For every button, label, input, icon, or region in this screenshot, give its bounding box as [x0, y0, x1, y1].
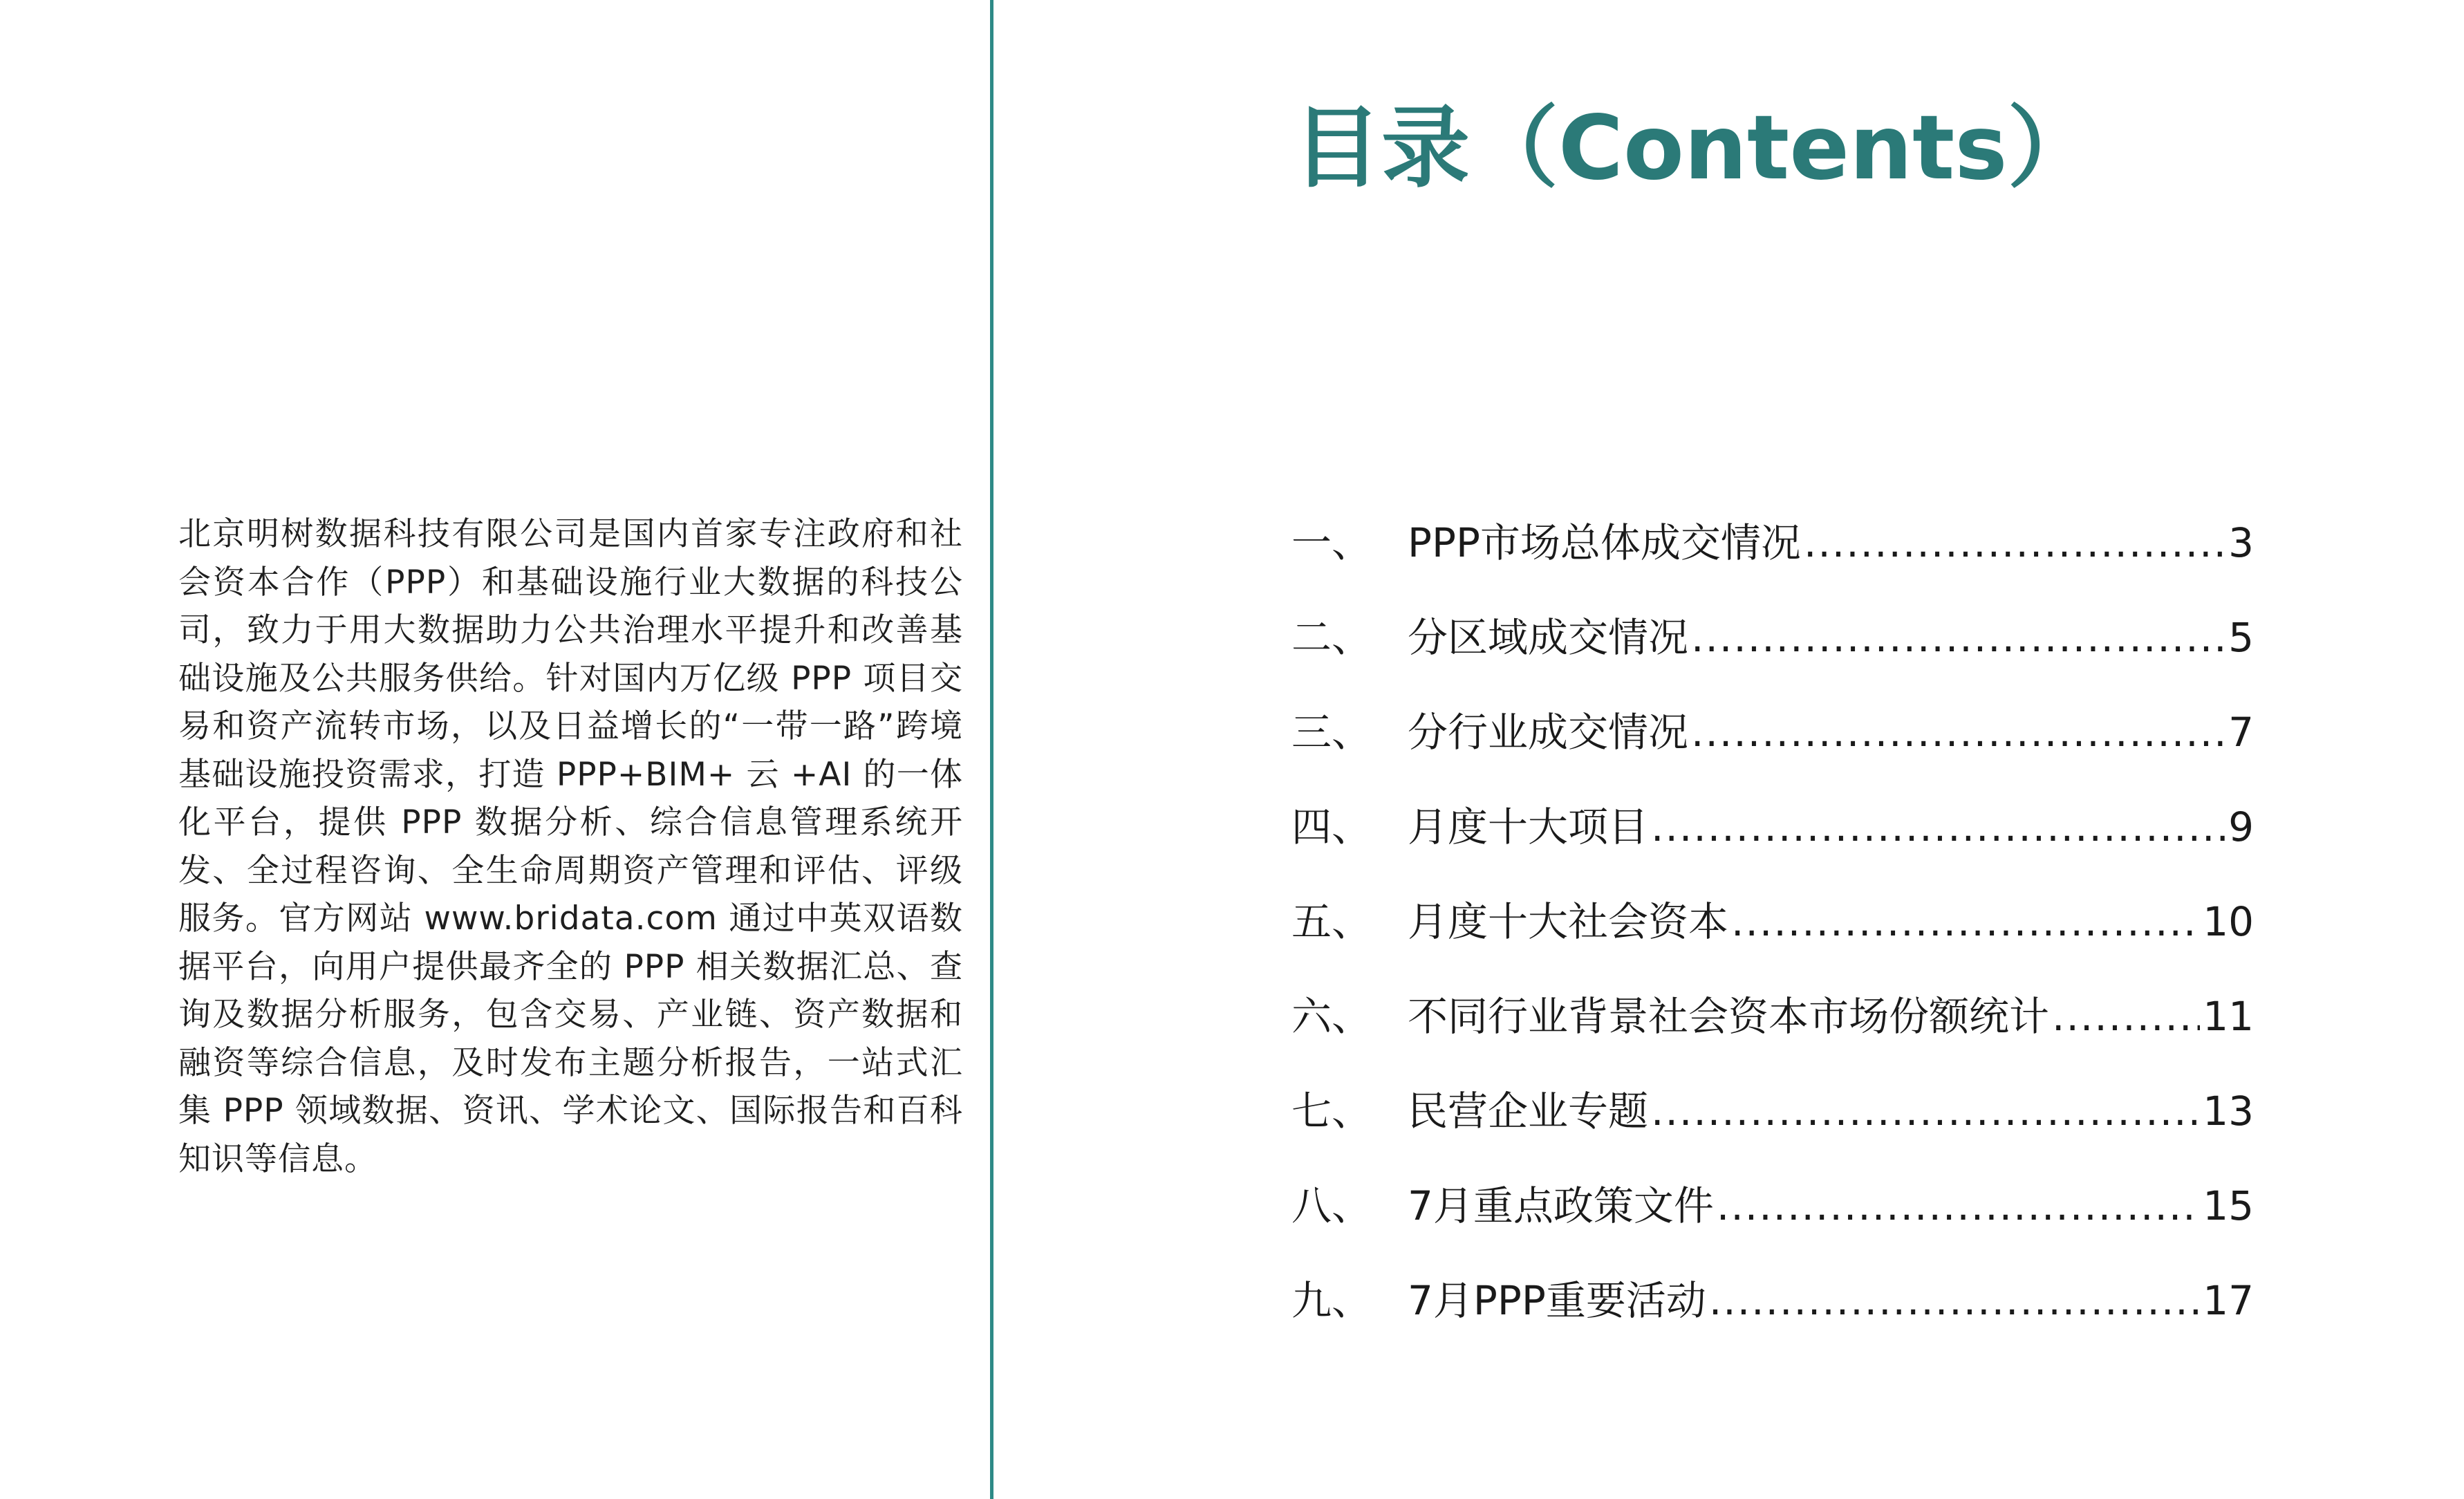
toc-item-page: 9	[2228, 803, 2254, 850]
page-divider	[990, 0, 993, 1499]
toc-list	[1291, 512, 2254, 1364]
toc-title: 目录（Contents）	[1293, 97, 2096, 200]
toc-item-number: 九、	[1291, 1277, 1372, 1324]
toc-item-number: 八、	[1291, 1182, 1372, 1229]
toc-item-title: 月度十大社会资本	[1408, 898, 1729, 945]
toc-item-number: 一、	[1291, 519, 1372, 566]
toc-dot-leader	[1651, 796, 2225, 858]
toc-item-title: PPP市场总体成交情况	[1408, 519, 1801, 566]
toc-item-9[interactable]	[1291, 1269, 2254, 1364]
toc-item-number: 七、	[1291, 1088, 1372, 1135]
toc-dot-leader	[1709, 1269, 2200, 1332]
toc-item-title: 分区域成交情况	[1408, 614, 1689, 661]
toc-item-page: 7	[2228, 709, 2254, 756]
toc-item-page: 13	[2203, 1088, 2254, 1135]
toc-dot-leader	[1717, 1175, 2200, 1237]
toc-item-number: 四、	[1291, 803, 1372, 850]
toc-dot-leader	[1691, 701, 2225, 763]
toc-item-8[interactable]	[1291, 1175, 2254, 1269]
toc-item-page: 3	[2228, 519, 2254, 566]
toc-item-title: 不同行业背景社会资本市场份额统计	[1408, 993, 2050, 1040]
company-intro-paragraph: 北京明树数据科技有限公司是国内首家专注政府和社会资本合作（PPP）和基础设施行业大数据的科技公司，致力于用大数据助力公共治理水平提升和改善基础设施及公共服务供给。针对国内万亿级 PPP 项目交易和资产流转市场，以及日益增长的“一带一路”跨境基础设施投资需求，打造 PPP+BIM+ 云 +AI 的一体化平台，提供 PPP 数据分析、综合信息管理系统开发、全过程咨询、全生命周期资产管理和评估、评级服务。官方网站 www.bridata.com 通过中英双语数据平台，向用户提供最齐全的 PPP 相关数据汇总、查询及数据分析服务，包含交易、产业链、资产数据和融资等综合信息，及时发布主题分析报告，一站式汇集 PPP 领域数据、资讯、学术论文、国际报告和百科知识等信息。	[178, 515, 963, 1178]
toc-dot-leader	[1804, 512, 2225, 574]
toc-item-page: 10	[2203, 898, 2254, 945]
toc-item-6[interactable]	[1291, 985, 2254, 1080]
toc-item-page: 5	[2228, 614, 2254, 661]
toc-item-page: 11	[2203, 993, 2254, 1040]
toc-dot-leader	[2052, 985, 2200, 1048]
toc-item-page: 17	[2203, 1277, 2254, 1324]
toc-item-title: 月度十大项目	[1408, 803, 1649, 850]
toc-item-number: 五、	[1291, 898, 1372, 945]
toc-item-number: 六、	[1291, 993, 1372, 1040]
toc-item-3[interactable]	[1291, 701, 2254, 796]
toc-dot-leader	[1691, 606, 2225, 669]
toc-dot-leader	[1731, 891, 2200, 953]
toc-item-7[interactable]	[1291, 1080, 2254, 1175]
toc-item-number: 三、	[1291, 709, 1372, 756]
toc-item-number: 二、	[1291, 614, 1372, 661]
toc-dot-leader	[1651, 1080, 2200, 1142]
toc-item-page: 15	[2203, 1182, 2254, 1229]
toc-item-title: 7月重点政策文件	[1408, 1182, 1714, 1229]
toc-item-title: 分行业成交情况	[1408, 709, 1689, 756]
toc-item-4[interactable]	[1291, 796, 2254, 891]
toc-item-2[interactable]	[1291, 606, 2254, 701]
toc-item-title: 7月PPP重要活动	[1408, 1277, 1706, 1324]
toc-item-5[interactable]	[1291, 891, 2254, 985]
toc-item-1[interactable]	[1291, 512, 2254, 606]
toc-item-title: 民营企业专题	[1408, 1088, 1649, 1135]
